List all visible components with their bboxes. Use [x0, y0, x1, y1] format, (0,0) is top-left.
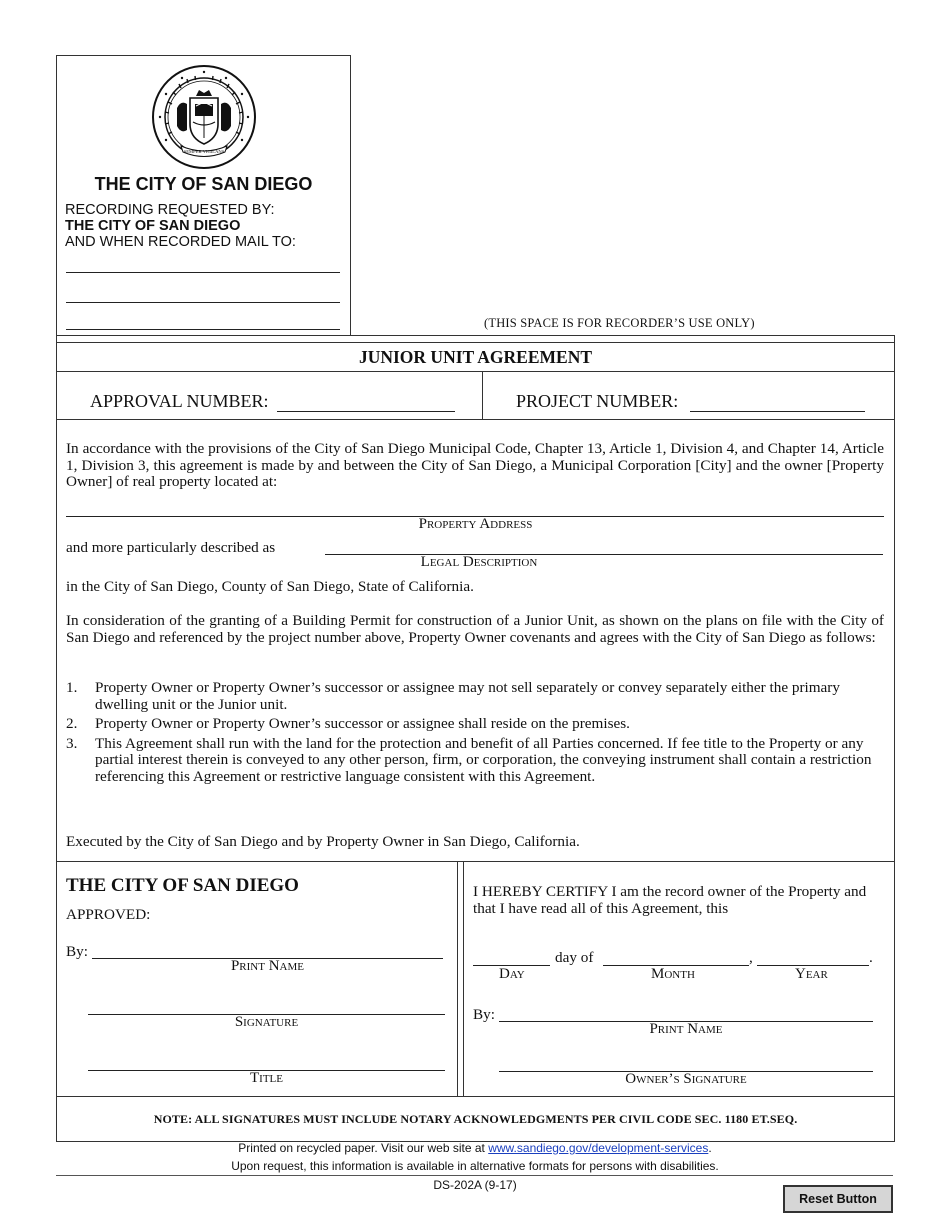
- date-comma: ,: [749, 949, 753, 966]
- reset-button[interactable]: Reset Button: [783, 1185, 893, 1213]
- described-as-text: and more particularly described as: [66, 539, 276, 556]
- owner-print-name-label: Print Name: [649, 1021, 723, 1037]
- day-label: Day: [499, 966, 525, 982]
- form-title: JUNIOR UNIT AGREEMENT: [358, 347, 593, 367]
- agreement-frame: [56, 335, 895, 1142]
- approval-number-label: APPROVAL NUMBER:: [90, 391, 269, 411]
- title-rule: [57, 371, 894, 372]
- website-link[interactable]: www.sandiego.gov/development-services: [488, 1141, 709, 1155]
- signature-area-rule: [57, 861, 894, 862]
- covenant-item: [66, 680, 884, 713]
- approved-label: APPROVED:: [66, 906, 151, 923]
- owner-by-label: By:: [473, 1006, 495, 1023]
- signature-divider-left: [457, 861, 458, 1096]
- intro-paragraph: In accordance with the provisions of the City of San Diego Municipal Code, Chapter 13, Article 1, Division 4, and Chapter 14, Article 1, Division 3, this agreement is made by and between the City of San Diego, a Municipal Corporation [City] and the owner [Property Owner] of real property located at:: [66, 440, 884, 490]
- legal-description-label: Legal Description: [420, 554, 538, 570]
- executed-text: Executed by the City of San Diego and by Property Owner in San Diego, California.: [66, 833, 580, 850]
- day-of-text: day of: [555, 949, 594, 966]
- footer-text: Printed on recycled paper. Visit our web site at: [238, 1141, 489, 1155]
- city-by-label: By:: [66, 943, 88, 960]
- project-number-label: PROJECT NUMBER:: [516, 391, 679, 411]
- date-period: .: [869, 949, 873, 966]
- requester-name: THE CITY OF SAN DIEGO: [65, 218, 241, 234]
- note-rule: [57, 1096, 894, 1097]
- covenant-text: Property Owner or Property Owner’s successor or assignee shall reside on the premises.: [95, 715, 630, 732]
- footer-rule: [56, 1175, 893, 1176]
- project-number-field[interactable]: [690, 411, 865, 412]
- consideration-paragraph: In consideration of the granting of a Building Permit for construction of a Junior Unit, as shown on the plans on file with the City of San Diego and referenced by the project number above, Property Owner covenants and agrees with the City of San Diego as follows:: [66, 612, 884, 646]
- double-rule: [57, 342, 894, 343]
- mail-to-line-1[interactable]: [66, 272, 340, 273]
- mail-to-line-2[interactable]: [66, 302, 340, 303]
- seal-motto: SEMPER VIGILANS: [183, 149, 225, 154]
- city-title-label: Title: [250, 1070, 283, 1086]
- mail-to-label: AND WHEN RECORDED MAIL TO:: [65, 234, 296, 250]
- city-print-name-label: Print Name: [230, 958, 305, 974]
- recorder-use-note: (THIS SPACE IS FOR RECORDER’S USE ONLY): [484, 316, 755, 330]
- city-signature-label: Signature: [234, 1014, 299, 1030]
- city-signature-heading: THE CITY OF SAN DIEGO: [66, 875, 299, 896]
- covenant-num: 3.: [66, 734, 78, 752]
- recording-requested-block: [65, 202, 296, 250]
- covenant-text: This Agreement shall run with the land for the protection and benefit of all Parties concerned. If fee title to the Property or any partial interest therein is conveyed to any other person, firm, or corporation, the conveying instrument shall contain a restriction referencing this Agreement or restrictive language consistent with this Agreement.: [95, 734, 872, 785]
- covenant-item: [66, 716, 884, 733]
- city-seal-icon: [151, 64, 257, 170]
- covenant-list: [66, 680, 884, 785]
- owner-certify-text: I HEREBY CERTIFY I am the record owner of the Property and that I have read all of this Agreement, this: [473, 883, 867, 917]
- signature-divider-right: [463, 861, 464, 1096]
- recycled-paper-note: [0, 1141, 950, 1155]
- notary-note: NOTE: ALL SIGNATURES MUST INCLUDE NOTARY ACKNOWLEDGMENTS PER CIVIL CODE SEC. 1180 ET.SEQ.: [153, 1112, 798, 1126]
- owner-signature-label: Owner’s Signature: [625, 1071, 747, 1087]
- form-number: DS-202A (9-17): [433, 1178, 517, 1192]
- covenant-num: 1.: [66, 679, 78, 696]
- covenant-text: Property Owner or Property Owner’s successor or assignee may not sell separately or convey separately either the primary dwelling unit or the Junior unit.: [95, 679, 840, 713]
- footer-period: .: [708, 1141, 712, 1155]
- recording-box: [56, 55, 351, 336]
- city-name-heading: THE CITY OF SAN DIEGO: [94, 174, 313, 194]
- recording-requested-label: RECORDING REQUESTED BY:: [65, 202, 275, 218]
- number-row-rule: [57, 419, 894, 420]
- year-label: Year: [795, 966, 828, 982]
- month-label: Month: [651, 966, 695, 982]
- covenant-num: 2.: [66, 715, 78, 732]
- mail-to-line-3[interactable]: [66, 329, 340, 330]
- covenant-item: [66, 736, 884, 786]
- number-row-divider: [482, 371, 483, 419]
- alt-formats-note: Upon request, this information is available in alternative formats for persons with disabilities.: [231, 1159, 719, 1173]
- approval-number-field[interactable]: [277, 411, 455, 412]
- location-text: in the City of San Diego, County of San Diego, State of California.: [66, 578, 474, 595]
- property-address-label: Property Address: [418, 516, 533, 532]
